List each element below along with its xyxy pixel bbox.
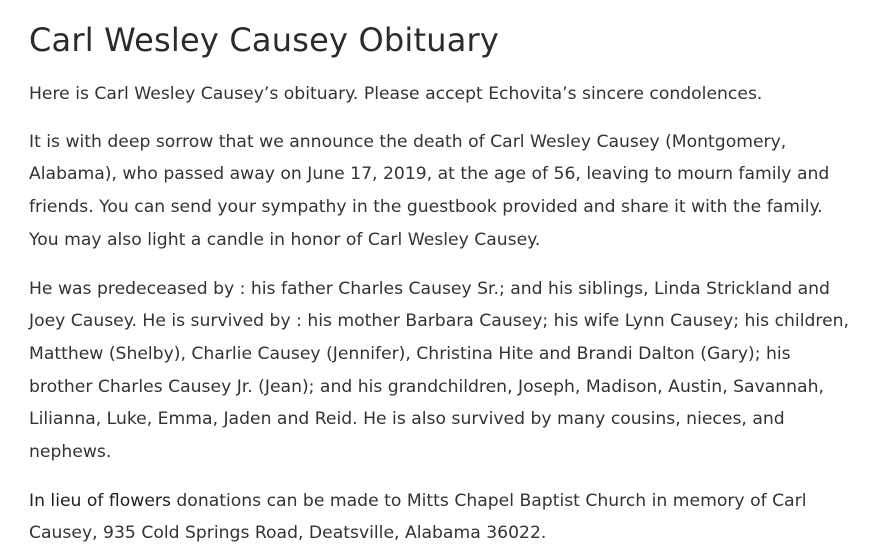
donations-paragraph — [29, 485, 849, 550]
announcement-paragraph: It is with deep sorrow that we announce the death of Carl Wesley Causey (Montgomery, Alabama), who passed away on June 17, 2019, at the age of 56, leaving to mourn family and friends. You can send your sympathy in the guestbook provided and share it with the family. You may also light a candle in honor of Carl Wesley Causey. — [29, 131, 830, 250]
donations-text: donations can be made to Mitts Chapel Baptist Church in memory of Carl Causey, 935 Cold Springs Road, Deatsville, Alabama 36022. — [29, 490, 807, 544]
page-title: Carl Wesley Causey Obituary — [29, 21, 500, 59]
donations-lead: In lieu of flowers — [29, 490, 171, 511]
family-paragraph: He was predeceased by : his father Charles Causey Sr.; and his siblings, Linda Strickland and Joey Causey. He is survived by : his mother Barbara Causey; his wife Lynn Causey; his children, Matthew (Shelby), Charlie Causey (Jennifer), Christina Hite and Brandi Dalton (Gary); his brother Charles Causey Jr. (Jean); and his grandchildren, Joseph, Madison, Austin, Savannah, Lilianna, Luke, Emma, Jaden and Reid. He is also survived by many cousins, nieces, and nephews. — [29, 278, 850, 463]
intro-text: Here is Carl Wesley Causey’s obituary. Please accept Echovita’s sincere condolences. — [29, 84, 763, 104]
